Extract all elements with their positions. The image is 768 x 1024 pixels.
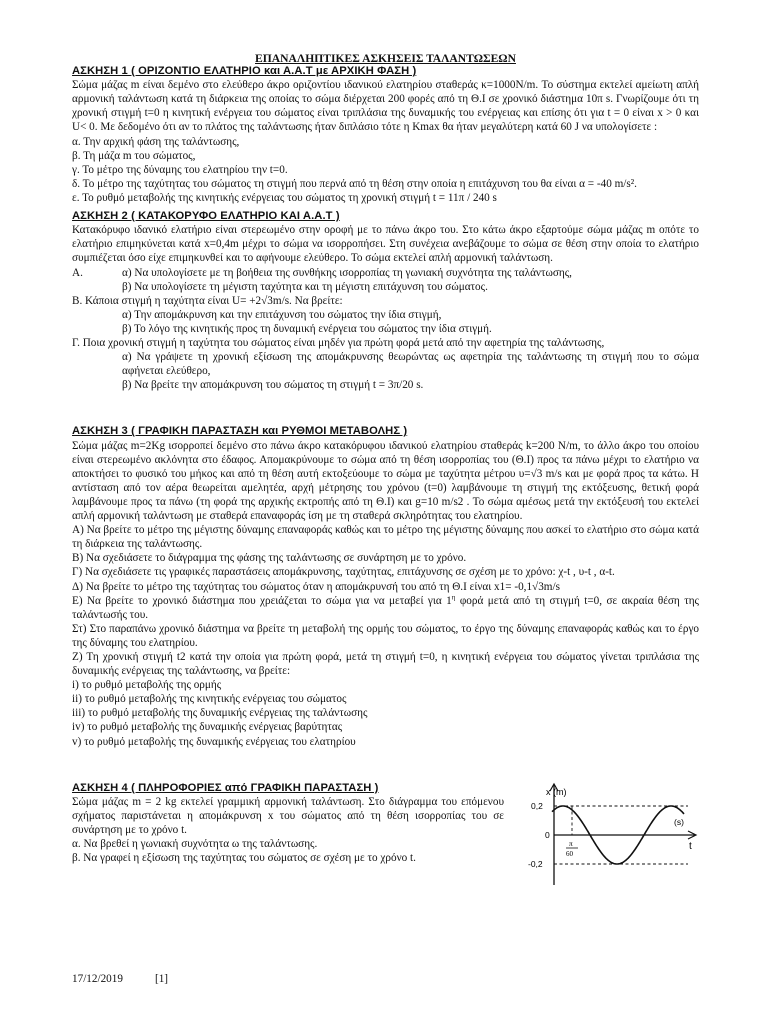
exercise-2-part-b: Β. Κάποια στιγμή η ταχύτητα είναι U= +2√3m/s. Να βρείτε: (72, 294, 343, 307)
graph-tick-x-numerator: π (569, 838, 573, 848)
graph-tick-top: 0,2 (531, 800, 543, 811)
sub-question-4: iv) το ρυθμό μεταβολής της δυναμικής ενέργειας βαρύτητας (72, 721, 343, 734)
page-title: ΕΠΑΝΑΛΗΠΤΙΚΕΣ ΑΣΚΗΣΕΙΣ ΤΑΛΑΝΤΩΣΕΩΝ (255, 52, 516, 65)
sub-question-1: i) το ρυθμό μεταβολής της ορμής (72, 679, 222, 692)
graph-time-unit: (s) (674, 816, 684, 827)
exercise-2-heading: ΑΣΚΗΣΗ 2 ( ΚΑΤΑΚΟΡΥΦΟ ΕΛΑΤΗΡΙΟ ΚΑΙ Α.Α.Τ ) (72, 210, 340, 223)
graph-tick-zero: 0 (545, 829, 550, 840)
part-b-question-1: α) Την απομάκρυνση και την επιτάχυνση του σώματος την ίδια στιγμή, (122, 308, 442, 321)
question-e-text-start: Ε) Να βρείτε το χρονικό διάστημα που χρειάζεται το σώμα για να μεταβεί για 1 (72, 594, 452, 607)
question-e-text-end: φορά μετά από τη στιγμή t=0, σε ακραία θέση της ταλάντωσής του. (72, 594, 699, 621)
exercise-1-intro: Σώμα μάζας m είναι δεμένο στο ελεύθερο άκρο οριζοντίου ιδανικού ελατηρίου σταθεράς κ=1000N/m. Το σύστημα εκτελεί αμείωτη απλή αρμονική ταλάντωση κατά τη διάρκεια της οποίας το σώμα διέρχεται 200 φορές από τη Θ.Ι σε χρονικό διάστημα 10π s. Γνωρίζουμε ότι τη χρονική στιγμή t=0 η κινητική ενέργεια του σώματος είναι τριπλάσια της δυναμικής του ενέργειας και επίσης ότι για t = 0 είναι x > 0 και U< 0. Με δεδομένο ότι αν το πλάτος της ταλάντωσης ήταν διπλάσιο τότε η Kmax θα ήταν μεγαλύτερη κατά 60 J να υπολογίσετε : (72, 79, 699, 134)
sub-question-3: iii) το ρυθμό μεταβολής της δυναμικής ενέργειας της ταλάντωσης (72, 707, 368, 720)
exercise-2-part-g: Γ. Ποια χρονική στιγμή η ταχύτητα του σώματος είναι μηδέν για πρώτη φορά μετά από την αφετηρία της ταλάντωσης, (72, 337, 605, 349)
worksheet-page (72, 52, 699, 891)
part-a-question-2: β) Να υπολογίσετε τη μέγιστη ταχύτητα και τη μέγιστη επιτάχυνση του σώματος. (122, 280, 488, 293)
exercise-3-intro: Σώμα μάζας m=2Kg ισορροπεί δεμένο στο πάνω άκρο κατακόρυφου ιδανικού ελατηρίου σταθεράς k=200 N/m, το άλλο άκρο του οποίου είναι στερεωμένο ακλόνητα στο έδαφος. Απομακρύνουμε το σώμα από τη θέση ισορροπίας του (Θ.Ι) προς τα πάνω μέχρι το ελατήριο να αποκτήσει το φυσικό του μήκος και από τη θέση αυτή εκτοξεύουμε το σώμα με ταχύτητα μέτρου υ=√3 m/s και με φορά προς τα κάτω. Η αντίσταση από τον αέρα θεωρείται αμελητέα, αρχή μέτρησης του χρόνου (t=0) λαμβάνουμε τη στιγμή της εκτόξευσης, θετική φορά λαμβάνουμε προς τα πάνω (τη φορά της αρχικής εκτροπής από τη Θ.Ι) και g=10 m/s2 . Το σώμα αμέσως μετά την εκτόξευσή του εκτελεί απλή αρμονική ταλάντωση με σταθερά επαναφοράς ίση με τη σταθερά σκληρότητας του ελατηρίου. (72, 439, 699, 523)
exercise-2-intro: Κατακόρυφο ιδανικό ελατήριο είναι στερεωμένο στην οροφή με το πάνω άκρο του. Στο κάτω άκρο εξαρτούμε σώμα μάζας m οπότε το ελατήριο επιμηκύνεται κατά x=0,4m μέχρι το σώμα να ισορροπήσει. Στη συνέχεια ανεβάζουμε το σώμα σε θέση στην οποία το ελατήριο συμπιέζεται όσο είχε επιμηκυνθεί και το αφήνουμε ελεύθερο. Το σώμα εκτελεί απλή αρμονική ταλάντωση. (72, 224, 699, 265)
exercise-4-text (72, 795, 504, 891)
exercise-3-heading: ΑΣΚΗΣΗ 3 ( ΓΡΑΦΙΚΗ ΠΑΡΑΣΤΑΣΗ και ΡΥΘΜΟΙ ΜΕΤΑΒΟΛΗΣ ) (72, 425, 408, 438)
part-d-question-2: β) Να βρείτε την απομάκρυνση του σώματος τη στιγμή t = 3π/20 s. (122, 379, 424, 392)
graph-axes (550, 784, 696, 885)
exercise-1-item-d: δ. Το μέτρο της ταχύτητας του σώματος τη στιγμή που περνά από τη θέση στην οποία η επιτάχυνση του θα είναι α = -40 m/s². (72, 177, 637, 190)
part-b-question-2: β) Το λόγο της κινητικής προς τη δυναμική ενέργεια του σώματος την ίδια στιγμή. (122, 322, 492, 335)
exercise-1-item-e: ε. Το ρυθμό μεταβολής της κινητικής ενέργειας του σώματος τη χρονική στιγμή t = 11π / 240 s (72, 191, 497, 204)
exercise-1-item-a: α. Την αρχική φάση της ταλάντωσης, (72, 135, 240, 148)
part-a-label: Α. (72, 266, 83, 279)
graph-tick-bottom: -0,2 (528, 858, 543, 869)
exercise-3-question-e (72, 594, 699, 622)
exercise-3-question-st: Στ) Στο παραπάνω χρονικό διάστημα να βρείτε τη μεταβολή της ορμής του σώματος, το έργο της δύναμης επαναφοράς καθώς και το έργο της δύναμης του ελατηρίου. (72, 622, 699, 649)
footer-date: 17/12/2019 (72, 973, 123, 985)
exercise-1-item-b: β. Τη μάζα m του σώματος, (72, 149, 196, 162)
graph-y-label: x (m) (546, 786, 567, 797)
exercise-4-question-a: α. Να βρεθεί η γωνιακή συχνότητα ω της ταλάντωσης. (72, 838, 318, 851)
graph-time-label: t (689, 840, 692, 852)
exercise-4-intro: Σώμα μάζας m = 2 kg εκτελεί γραμμική αρμονική ταλάντωση. Στο διάγραμμα του επόμενου σχήματος παριστάνεται η απομάκρυνση x του σώματος από τη θέση ισορροπίας του σε συνάρτηση με το χρόνο t. (72, 795, 504, 837)
exercise-4-question-b: β. Να γραφεί η εξίσωση της ταχύτητας του σώματος σε σχέση με το χρόνο t. (72, 852, 416, 865)
exercise-1-heading: ΑΣΚΗΣΗ 1 ( ΟΡΙΖΟΝΤΙΟ ΕΛΑΤΗΡΙΟ και Α.Α.Τ με ΑΡΧΙΚΗ ΦΑΣΗ ) (72, 65, 417, 77)
sub-question-2: ii) το ρυθμό μεταβολής της κινητικής ενέργειας του σώματος (72, 693, 347, 706)
exercise-2-part-a (72, 266, 699, 280)
exercise-3-question-d: Δ) Να βρείτε το μέτρο της ταχύτητας του σώματος όταν η απομάκρυνσή του από τη Θ.Ι είναι x1= -0,1√3m/s (72, 580, 560, 593)
question-e-superscript: η (451, 592, 456, 601)
exercise-4-heading: ΑΣΚΗΣΗ 4 ( ΠΛΗΡΟΦΟΡΙΕΣ από ΓΡΑΦΙΚΗ ΠΑΡΑΣΤΑΣΗ ) (72, 781, 379, 794)
graph-tick-x-denominator: 60 (566, 849, 573, 858)
part-d-question-1: α) Να γράψετε τη χρονική εξίσωση της απομάκρυνσης θεωρώντας ως αφετηρία της ταλάντωσης τη στιγμή που το σώμα αφήνεται ελεύθερο, (122, 351, 699, 378)
displacement-time-graph (518, 781, 699, 891)
exercise-3-question-b: Β) Να σχεδιάσετε το διάγραμμα της φάσης της ταλάντωσης σε συνάρτηση με το χρόνο. (72, 552, 467, 565)
page-footer (72, 973, 168, 985)
part-a-question-1: α) Να υπολογίσετε με τη βοήθεια της συνθήκης ισορροπίας τη γωνιακή συχνότητα της ταλάντωσης, (122, 266, 572, 279)
exercise-3-question-g: Γ) Να σχεδιάσετε τις γραφικές παραστάσεις απομάκρυνσης, ταχύτητας, επιτάχυνσης σε σχέση με το χρόνο: χ-t , υ-t , α-t. (72, 566, 615, 579)
sub-question-5: v) το ρυθμό μεταβολής της δυναμικής ενέργειας του ελατηρίου (72, 735, 356, 748)
footer-page-number: [1] (154, 973, 169, 985)
exercise-3-question-z: Ζ) Τη χρονική στιγμή t2 κατά την οποία για πρώτη φορά, μετά τη στιγμή t=0, η κινητική ενέργεια του σώματος γίνεται τριπλάσια της δυναμικής ενέργειας της ταλάντωσης, να βρείτε: (72, 650, 699, 678)
exercise-3-question-a: Α) Να βρείτε το μέτρο της μέγιστης δύναμης επαναφοράς καθώς και το μέτρο της μέγιστης δύναμης που ασκεί το ελατήριο στο σώμα κατά τη διάρκεια της ταλάντωσης. (72, 524, 699, 551)
exercise-1-item-c: γ. Το μέτρο της δύναμης του ελατηρίου την t=0. (72, 163, 288, 176)
